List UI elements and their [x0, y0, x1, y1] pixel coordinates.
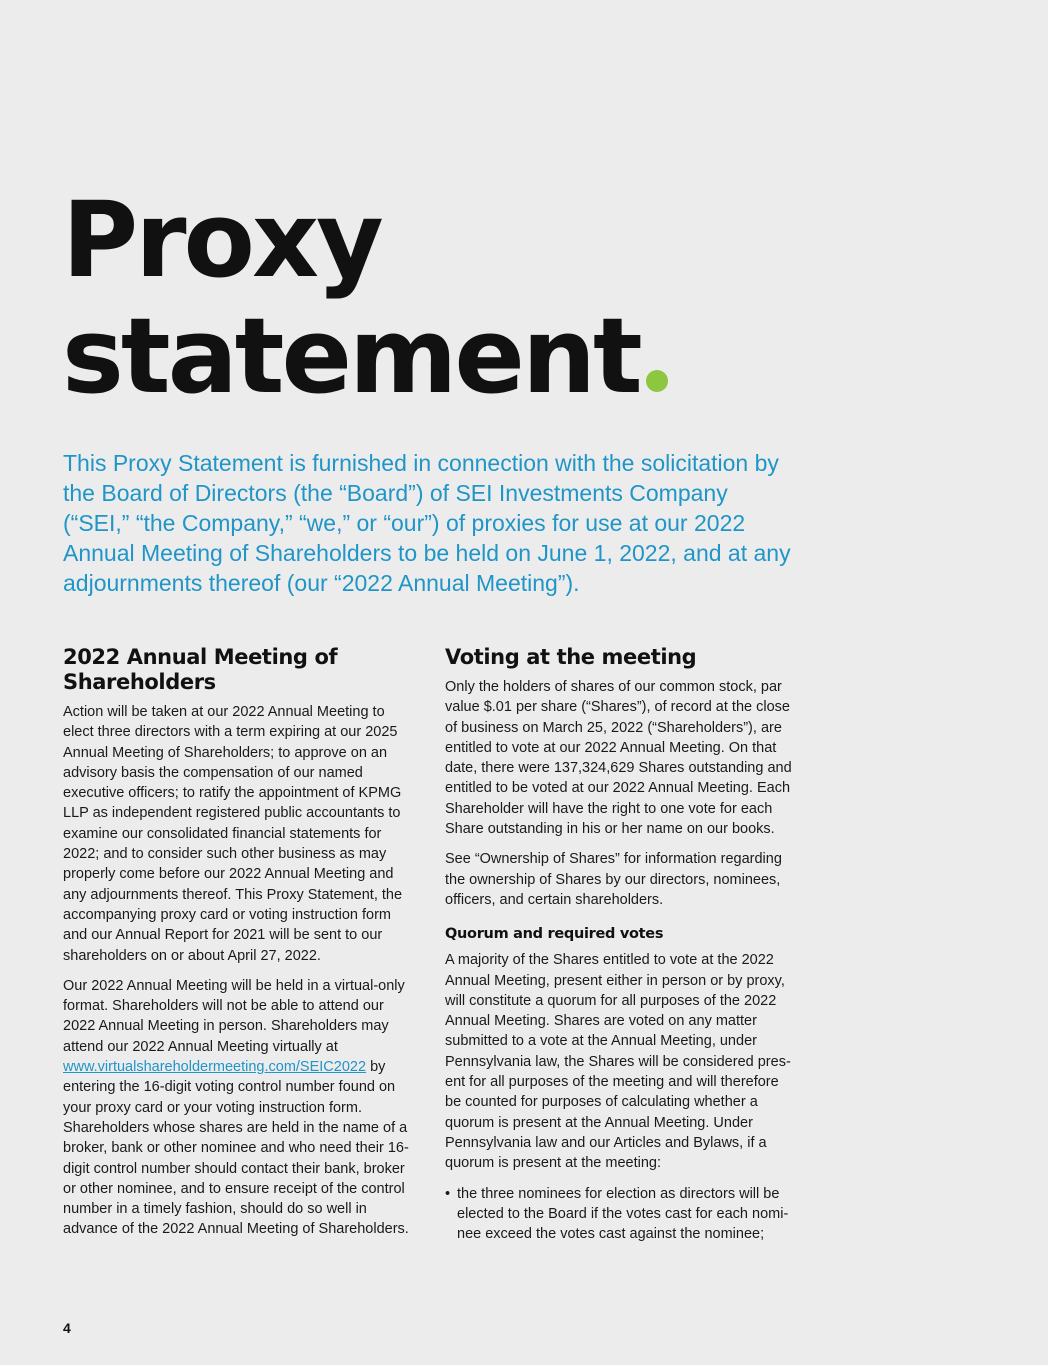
paragraph-text: Our 2022 Annual Meeting will be held in a virtual-only format. Shareholders will not be able to attend our 2022 Annual Meeting in person. Shareholders may attend our 2022 Annual Meeting virtually at — [63, 977, 405, 1055]
votes-list — [445, 1184, 795, 1245]
quorum-paragraph: A majority of the Shares entitled to vote at the 2022 Annual Meeting, present either in person or by proxy, will constitute a quorum for all purposes of the 2022 Annual Meeting. Shares are voted on any matter submitted to a vote at the Annual Meeting, under Pennsylvania law, the Shares will be considered present for all purposes of the meeting and will therefore be counted for purposes of calculating whether a quorum is present at the Annual Meeting. Under Pennsylvania law and our Articles and Bylaws, if a quorum is present at the meeting: — [445, 952, 791, 1172]
page-title — [62, 179, 668, 417]
quorum-subheading: Quorum and required votes — [445, 926, 664, 943]
title-line-1: Proxy — [62, 179, 381, 301]
annual-meeting-paragraph-2 — [63, 976, 413, 1240]
paragraph-text: by entering the 16-digit voting control number found on your proxy card or your voting instruction form. Shareholders whose shares are held in the name of a broker, bank or other nominee and who need their 16-digit control number should contact their bank, broker or other nominee, and to ensure receipt of the control number in a timely fashion, should do so well in advance of the 2022 Annual Meeting of Shareholders. — [63, 1059, 409, 1238]
title-line-2: statement — [62, 295, 640, 417]
page-number: 4 — [63, 1320, 71, 1336]
virtual-meeting-link[interactable]: www.virtualshareholdermeeting.com/SEIC2022 — [63, 1059, 367, 1076]
voting-paragraph-2: See “Ownership of Shares” for information regarding the ownership of Shares by our directors, nominees, officers, and certain shareholders. — [445, 851, 782, 908]
voting-heading: Voting at the meeting — [445, 645, 697, 669]
accent-dot — [646, 370, 668, 392]
annual-meeting-paragraph-1: Action will be taken at our 2022 Annual Meeting to elect three directors with a term expiring at our 2025 Annual Meeting of Shareholders; to approve on an advisory basis the compensation of our named executive officers; to ratify the appointment of KPMG LLP as independent registered public accountants to examine our consolidated financial statements for 2022; and to consider such other business as may properly come before our 2022 Annual Meeting and any adjournments thereof. This Proxy Statement, the accompanying proxy card or voting instruction form and our Annual Report for 2021 will be sent to our shareholders on or about April 27, 2022. — [63, 704, 403, 964]
list-item: • the three nominees for election as directors will be elected to the Board if the votes cast for each nominee exceed the votes cast against the nominee; — [445, 1184, 795, 1245]
voting-paragraph-1: Only the holders of shares of our common stock, par value $.01 per share (“Shares”), of record at the close of business on March 25, 2022 (“Shareholders”), are entitled to vote at our 2022 Annual Meeting. On that date, there were 137,324,629 Shares outstanding and entitled to be voted at our 2022 Annual Meeting. Each Shareholder will have the right to one vote for each Share outstanding in his or her name on our books. — [445, 679, 792, 838]
left-column — [63, 645, 413, 1250]
intro-paragraph: This Proxy Statement is furnished in connection with the solicitation by the Board of Directors (the “Board”) of SEI Investments Company (“SEI,” “the Company,” “we,” or “our”) of proxies for use at our 2022 Annual Meeting of Shareholders to be held on June 1, 2022, and at any adjournments thereof (our “2022 Annual Meeting”). — [63, 450, 791, 596]
annual-meeting-heading: 2022 Annual Meeting of Shareholders — [63, 645, 338, 694]
right-column — [445, 645, 795, 1244]
